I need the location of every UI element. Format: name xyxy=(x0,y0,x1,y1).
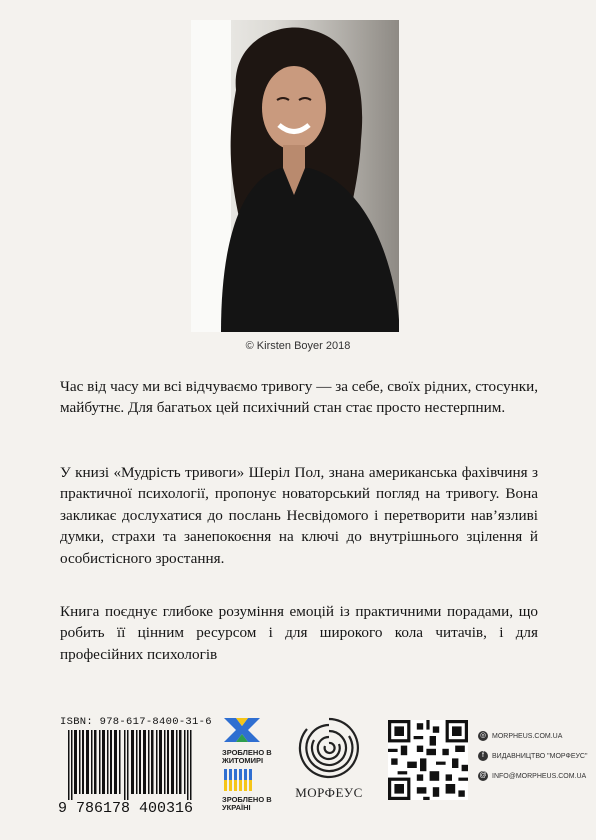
description-paragraph-2: У книзі «Мудрість тривоги» Шеріл Пол, знана американська фахівчиня з практичної психології, пропонує новаторський погляд на тривогу. Вона закликає дослухатися до послань Несвідомого і перетворити нав’язливі думки, страхи та занепокоєння на ключі до внутрішнього зцілення й особистісного зростання. xyxy=(60,464,538,567)
barcode-number: 9 786178 400316 xyxy=(58,800,194,817)
facebook-row[interactable] xyxy=(478,746,587,766)
facebook-icon: f xyxy=(478,751,488,761)
publisher-contacts xyxy=(478,726,587,786)
made-in-badges xyxy=(222,716,280,812)
facebook-link[interactable]: ВИДАВНИЦТВО "МОРФЕУС" xyxy=(492,752,588,760)
isbn-label: ISBN: 978-617-8400-31-6 xyxy=(60,716,212,728)
photo-credit: © Kirsten Boyer 2018 xyxy=(245,340,351,352)
email-link[interactable]: INFO@MORPHEUS.COM.UA xyxy=(492,772,587,780)
publisher-name: МОРФЕУС xyxy=(295,785,363,800)
website-row[interactable] xyxy=(478,726,587,746)
publisher-logo xyxy=(294,716,364,801)
barcode xyxy=(58,730,208,800)
labyrinth-logo-icon xyxy=(297,716,361,780)
website-link[interactable]: MORPHEUS.COM.UA xyxy=(492,732,563,740)
mail-icon: @ xyxy=(479,772,487,779)
ukraine-label: ЗРОБЛЕНО В УКРАЇНІ xyxy=(222,795,272,812)
qr-code xyxy=(388,720,468,800)
zhytomyr-label: ЗРОБЛЕНО В ЖИТОМИРІ xyxy=(222,748,272,765)
description-paragraph-3: Книга поєднує глибоке розуміння емоцій із практичними порадами, що робить її цінним ресурсом і для широкого кола читачів, і для професійних психологів xyxy=(60,603,538,663)
zhytomyr-logo-icon xyxy=(222,716,262,744)
description-paragraph-1: Час від часу ми всі відчуваємо тривогу — за себе, своїх рідних, стосунки, майбутнє. Для багатьох цей психічний стан стає просто нестерпним. xyxy=(60,378,538,417)
author-photo xyxy=(191,20,399,332)
email-row[interactable] xyxy=(478,766,587,786)
globe-icon: ◎ xyxy=(479,732,487,739)
ukraine-flag-icon xyxy=(222,769,262,791)
